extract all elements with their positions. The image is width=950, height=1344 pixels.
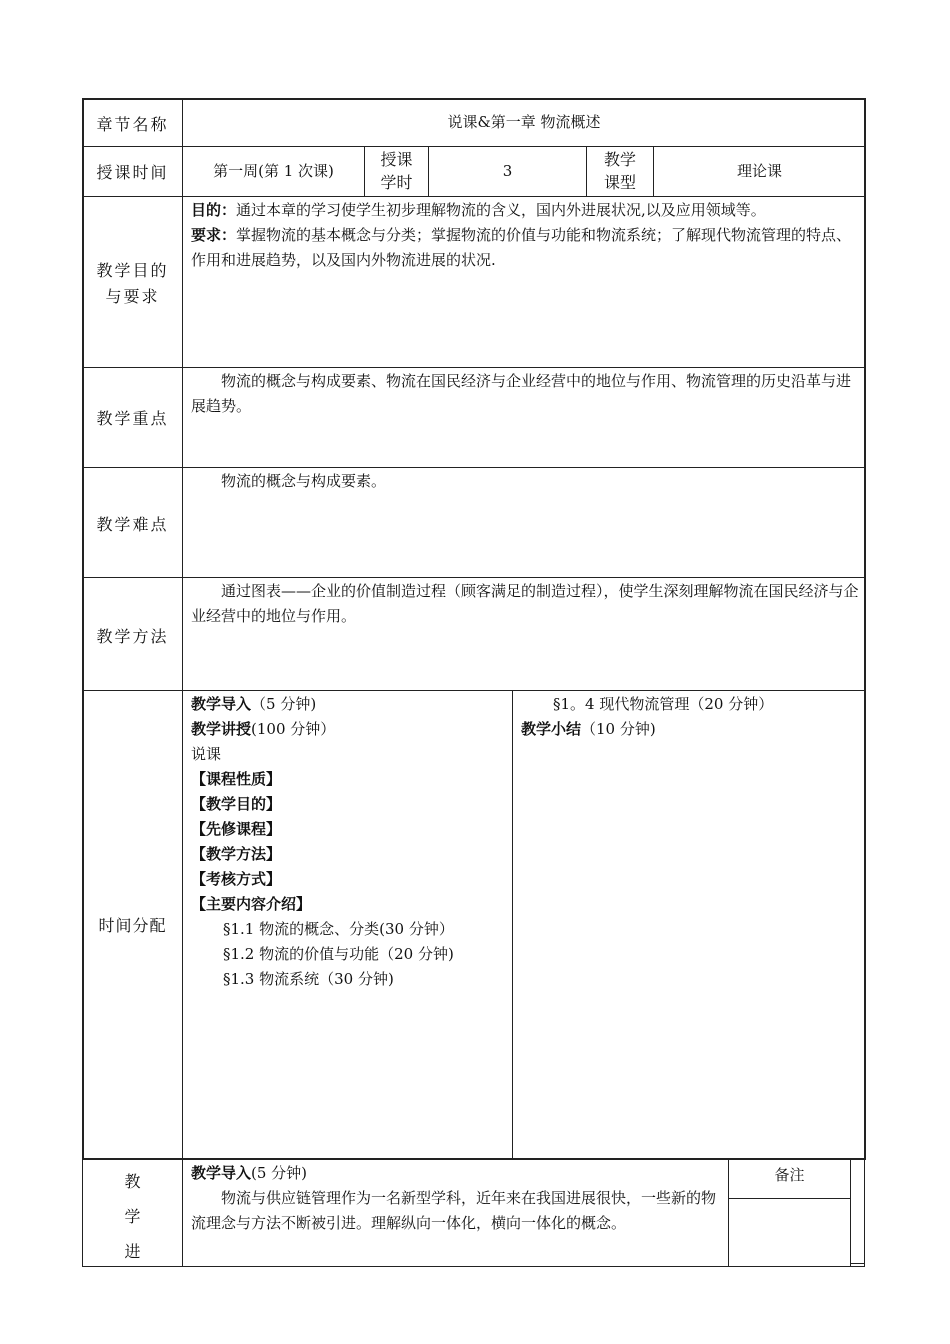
row-divider: [83, 196, 865, 197]
notes-right-border: [850, 1159, 851, 1267]
schedule-item: 【教学目的】: [191, 795, 282, 813]
chapter-label: 章节名称: [96, 115, 169, 134]
schedule-section-4: §1。4 现代物流管理（20 分钟）: [553, 695, 774, 713]
schedule-item: 【考核方式】: [191, 870, 282, 888]
schedule-divider: [512, 690, 513, 1160]
row-divider: [83, 577, 865, 578]
method-text: 通过图表——企业的价值制造过程（顾客满足的制造过程），使学生深刻理解物流在国民经济与企业经营中的地位与作用。: [191, 582, 859, 625]
notes-outer-border: [864, 1159, 865, 1267]
goal-paragraph: 目的：通过本章的学习使学生初步理解物流的含义，国内外进展状况,以及应用领域等。: [191, 201, 766, 219]
focus-text: 物流的概念与构成要素、物流在国民经济与企业经营中的地位与作用、物流管理的历史沿革与进展趋势。: [191, 372, 852, 415]
objectives-content: [191, 198, 859, 273]
difficulty-text: 物流的概念与构成要素。: [221, 472, 387, 490]
schedule-item: 【教学方法】: [191, 845, 282, 863]
row-divider: [83, 690, 865, 691]
requirement-paragraph: 要求：掌握物流的基本概念与分类；掌握物流的价值与功能和物流系统；了解现代物流管理的特点、作用和进展趋势，以及国内外物流进展的状况.: [191, 226, 852, 269]
schedule-item: 【主要内容介绍】: [191, 895, 312, 913]
schedule-item: 【先修课程】: [191, 820, 282, 838]
type-value: 理论课: [736, 162, 782, 180]
process-label: 教 学 进: [124, 1172, 141, 1261]
schedule-lecture: 教学讲授(100 分钟）: [191, 720, 336, 738]
time-value: 第一周(第 1 次课): [213, 162, 334, 180]
schedule-left: [191, 692, 509, 992]
schedule-shuoke: 说课: [191, 745, 222, 763]
label-column-divider: [182, 99, 183, 1267]
type-label: 教学 课型: [603, 150, 636, 192]
schedule-label: 时间分配: [98, 916, 167, 935]
time-label: 授课时间: [96, 163, 169, 182]
schedule-summary: 教学小结（10 分钟): [521, 720, 656, 738]
schedule-section: §1.2 物流的价值与功能（20 分钟): [223, 945, 454, 963]
hours-label: 授课 学时: [380, 150, 413, 192]
schedule-item: 【课程性质】: [191, 770, 282, 788]
notes-divider-line: [728, 1198, 850, 1199]
process-bottom-border-2: [850, 1263, 865, 1264]
schedule-right: [521, 692, 861, 742]
chapter-value: 说课&第一章 物流概述: [447, 113, 601, 131]
method-label: 教学方法: [96, 627, 169, 646]
schedule-section: §1.3 物流系统（30 分钟): [223, 970, 394, 988]
process-intro: 教学导入(5 分钟): [191, 1164, 308, 1182]
schedule-intro: 教学导入（5 分钟): [191, 695, 317, 713]
process-content: [191, 1161, 723, 1236]
schedule-section: §1.1 物流的概念、分类(30 分钟）: [223, 920, 454, 938]
row-divider: [83, 467, 865, 468]
focus-label: 教学重点: [96, 409, 169, 428]
difficulty-label: 教学难点: [96, 515, 169, 534]
notes-label: 备注: [774, 1165, 805, 1184]
objectives-label: 教学目的 与要求: [96, 261, 169, 306]
process-bottom-border: [82, 1266, 865, 1267]
process-text: 物流与供应链管理作为一名新型学科，近年来在我国进展很快，一些新的物流理念与方法不断被引进。理解纵向一体化，横向一体化的概念。: [191, 1189, 717, 1232]
hours-value: 3: [502, 162, 513, 180]
row-divider: [83, 367, 865, 368]
